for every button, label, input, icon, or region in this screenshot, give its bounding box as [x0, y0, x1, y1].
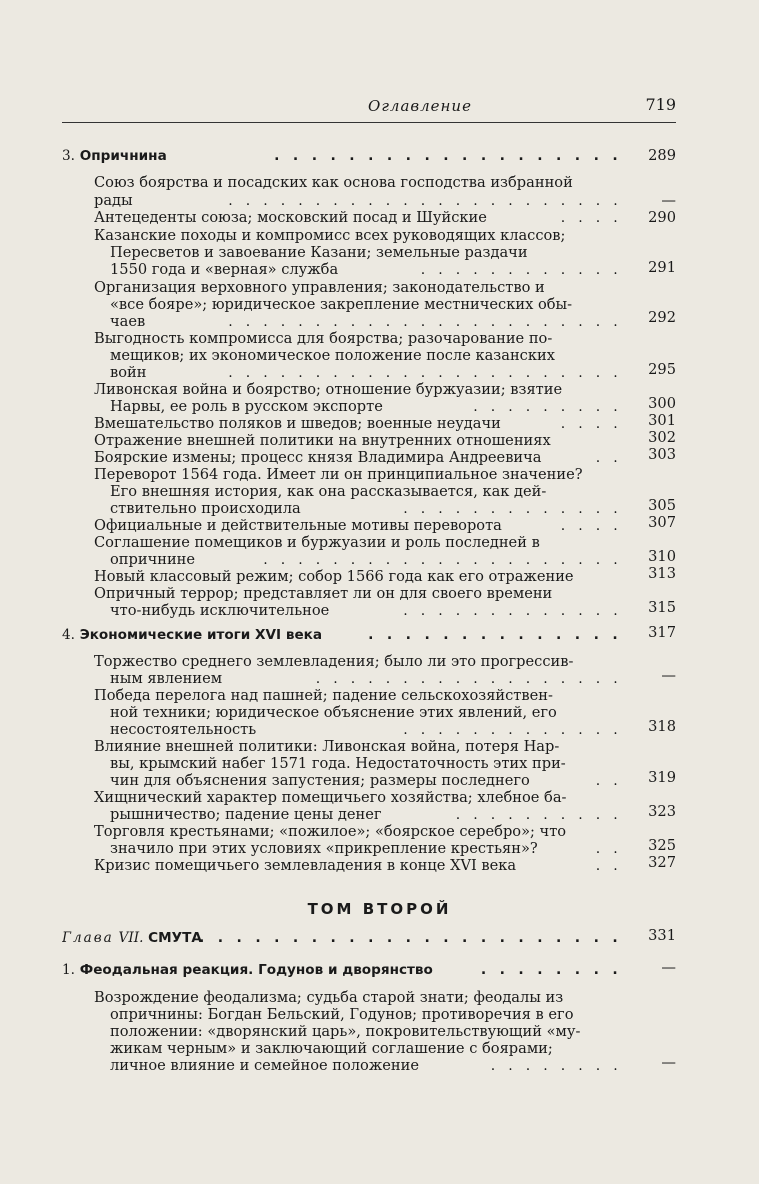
toc-line: Переворот 1564 года. Имеет ли он принципиальное значение?	[94, 466, 583, 483]
section-title: Опричнина	[79, 148, 167, 164]
toc-line: 1550 года и «верная» служба . . . . . . . . . . . .	[110, 261, 622, 278]
section-title: Экономические итоги XVI века	[79, 627, 323, 643]
chapter-page: 331	[648, 927, 676, 944]
toc-line: ной техники; юридическое объяснение этих явлений, его	[110, 704, 557, 721]
section-number: 4.	[62, 627, 75, 643]
toc-page: —	[661, 667, 676, 684]
toc-page: 302	[648, 429, 676, 446]
toc-page: 313	[648, 565, 676, 582]
toc-line: личное влияние и семейное положение . . . . . . . .	[110, 1057, 622, 1074]
toc-page: 318	[648, 718, 676, 735]
toc-page: 290	[648, 209, 676, 226]
section-page: 289	[648, 147, 676, 164]
toc-line: Выгодность компромисса для боярства; разочарование по-	[94, 330, 553, 347]
section-number: 3.	[62, 148, 75, 164]
toc-line: Союз боярства и посадских как основа господства избранной	[94, 174, 573, 191]
leader-dots: . . . . . . . . . . . . . .	[368, 627, 622, 643]
chapter-number: VII.	[118, 930, 144, 946]
toc-line: ствительно происходила . . . . . . . . . . . . .	[110, 500, 622, 517]
toc-section-1	[62, 960, 622, 980]
toc-page: 301	[648, 412, 676, 429]
toc-line: Казанские походы и компромисс всех руководящих классов;	[94, 227, 566, 244]
toc-line: чин для объяснения запустения; размеры последнего . .	[110, 772, 622, 789]
section-page: 317	[648, 624, 676, 641]
toc-line: мещиков; их экономическое положение после казанских	[110, 347, 555, 364]
toc-section-4	[62, 625, 622, 645]
toc-line: Возрождение феодализма; судьба старой знати; феодалы из	[94, 989, 564, 1006]
toc-line: Влияние внешней политики: Ливонская война, потеря Нар-	[94, 738, 560, 755]
toc-line: Хищнический характер помещичьего хозяйства; хлебное ба-	[94, 789, 567, 806]
toc-page: 303	[648, 446, 676, 463]
toc-page: 327	[648, 854, 676, 871]
leader-dots: . . . . . . . . . . . . . . . . . . .	[274, 148, 622, 164]
section-title: Феодальная реакция. Годунов и дворянство	[79, 962, 433, 978]
toc-line: Пересветов и завоевание Казани; земельные раздачи	[110, 244, 528, 261]
section-page: —	[661, 959, 676, 976]
toc-line: вы, крымский набег 1571 года. Недостаточность этих при-	[110, 755, 566, 772]
page-number: 719	[645, 95, 676, 114]
toc-line: Опричный террор; представляет ли он для своего времени	[94, 585, 553, 602]
toc-line: Новый классовый режим; собор 1566 года как его отражение	[94, 568, 574, 585]
toc-line: что-нибудь исключительное . . . . . . . . . . . . .	[110, 602, 622, 619]
toc-line: Ливонская война и боярство; отношение буржуазии; взятие	[94, 381, 563, 398]
toc-page: 319	[648, 769, 676, 786]
toc-page: 323	[648, 803, 676, 820]
toc-section-3	[62, 146, 622, 166]
toc-page: 315	[648, 599, 676, 616]
toc-line: чаев . . . . . . . . . . . . . . . . . . . . . . .	[110, 313, 622, 330]
leader-dots: . . . . . . . . . . . . . . . . . . . . . . .	[198, 930, 622, 946]
toc-page: 305	[648, 497, 676, 514]
toc-page: —	[661, 1054, 676, 1071]
toc-page: 310	[648, 548, 676, 565]
toc-line: Официальные и действительные мотивы переворота . . . .	[94, 517, 622, 534]
running-header-title: Оглавление	[368, 97, 472, 115]
toc-line: Вмешательство поляков и шведов; военные неудачи . . . .	[94, 415, 622, 432]
toc-line: ным явлением . . . . . . . . . . . . . . . . . .	[110, 670, 622, 687]
toc-line: Его внешняя история, как она рассказывается, как дей-	[110, 483, 547, 500]
toc-line: опричнины: Богдан Бельский, Годунов; противоречия в его	[110, 1006, 574, 1023]
toc-page: 325	[648, 837, 676, 854]
toc-line: «все бояре»; юридическое закрепление местнических обы-	[110, 296, 573, 313]
header-rule	[62, 122, 676, 123]
toc-line: положении: «дворянский царь», покровительствующий «му-	[110, 1023, 581, 1040]
toc-page: 292	[648, 309, 676, 326]
toc-line: рышничество; падение цены денег . . . . . . . . . .	[110, 806, 622, 823]
section-number: 1.	[62, 962, 75, 978]
toc-page: 291	[648, 259, 676, 276]
toc-line: Отражение внешней политики на внутренних отношениях	[94, 432, 551, 449]
toc-page: —	[661, 192, 676, 209]
toc-line: Антецеденты союза; московский посад и Шуйские . . . .	[94, 209, 622, 226]
toc-line: рады . . . . . . . . . . . . . . . . . . . . . . .	[94, 192, 622, 209]
toc-chapter	[62, 928, 622, 948]
toc-page: 300	[648, 395, 676, 412]
chapter-prefix: Глава	[62, 930, 114, 946]
toc-line: Торжество среднего землевладения; было ли это прогрессив-	[94, 653, 574, 670]
toc-line: несостоятельность . . . . . . . . . . . . .	[110, 721, 622, 738]
chapter-title: СМУТА	[148, 930, 202, 946]
toc-line: войн . . . . . . . . . . . . . . . . . . . . . . .	[110, 364, 622, 381]
volume-heading: ТОМ ВТОРОЙ	[307, 900, 452, 918]
toc-page: 307	[648, 514, 676, 531]
toc-line: Организация верховного управления; законодательство и	[94, 279, 545, 296]
toc-line: Соглашение помещиков и буржуазии и роль последней в	[94, 534, 540, 551]
toc-line: Боярские измены; процесс князя Владимира Андреевича . .	[94, 449, 622, 466]
toc-line: Торговля крестьянами; «пожилое»; «боярское серебро»; что	[94, 823, 567, 840]
toc-line: Кризис помещичьего землевладения в конце XVI века . .	[94, 857, 622, 874]
leader-dots: . . . . . . . .	[480, 962, 622, 978]
toc-page: 295	[648, 361, 676, 378]
toc-line: Победа перелога над пашней; падение сельскохозяйствен-	[94, 687, 553, 704]
toc-line: значило при этих условиях «прикрепление крестьян»? . .	[110, 840, 622, 857]
toc-line: Нарвы, ее роль в русском экспорте . . . . . . . . .	[110, 398, 622, 415]
toc-line: жикам черным» и заключающий соглашение с боярами;	[110, 1040, 553, 1057]
toc-line: опричнине . . . . . . . . . . . . . . . . . . . . .	[110, 551, 622, 568]
